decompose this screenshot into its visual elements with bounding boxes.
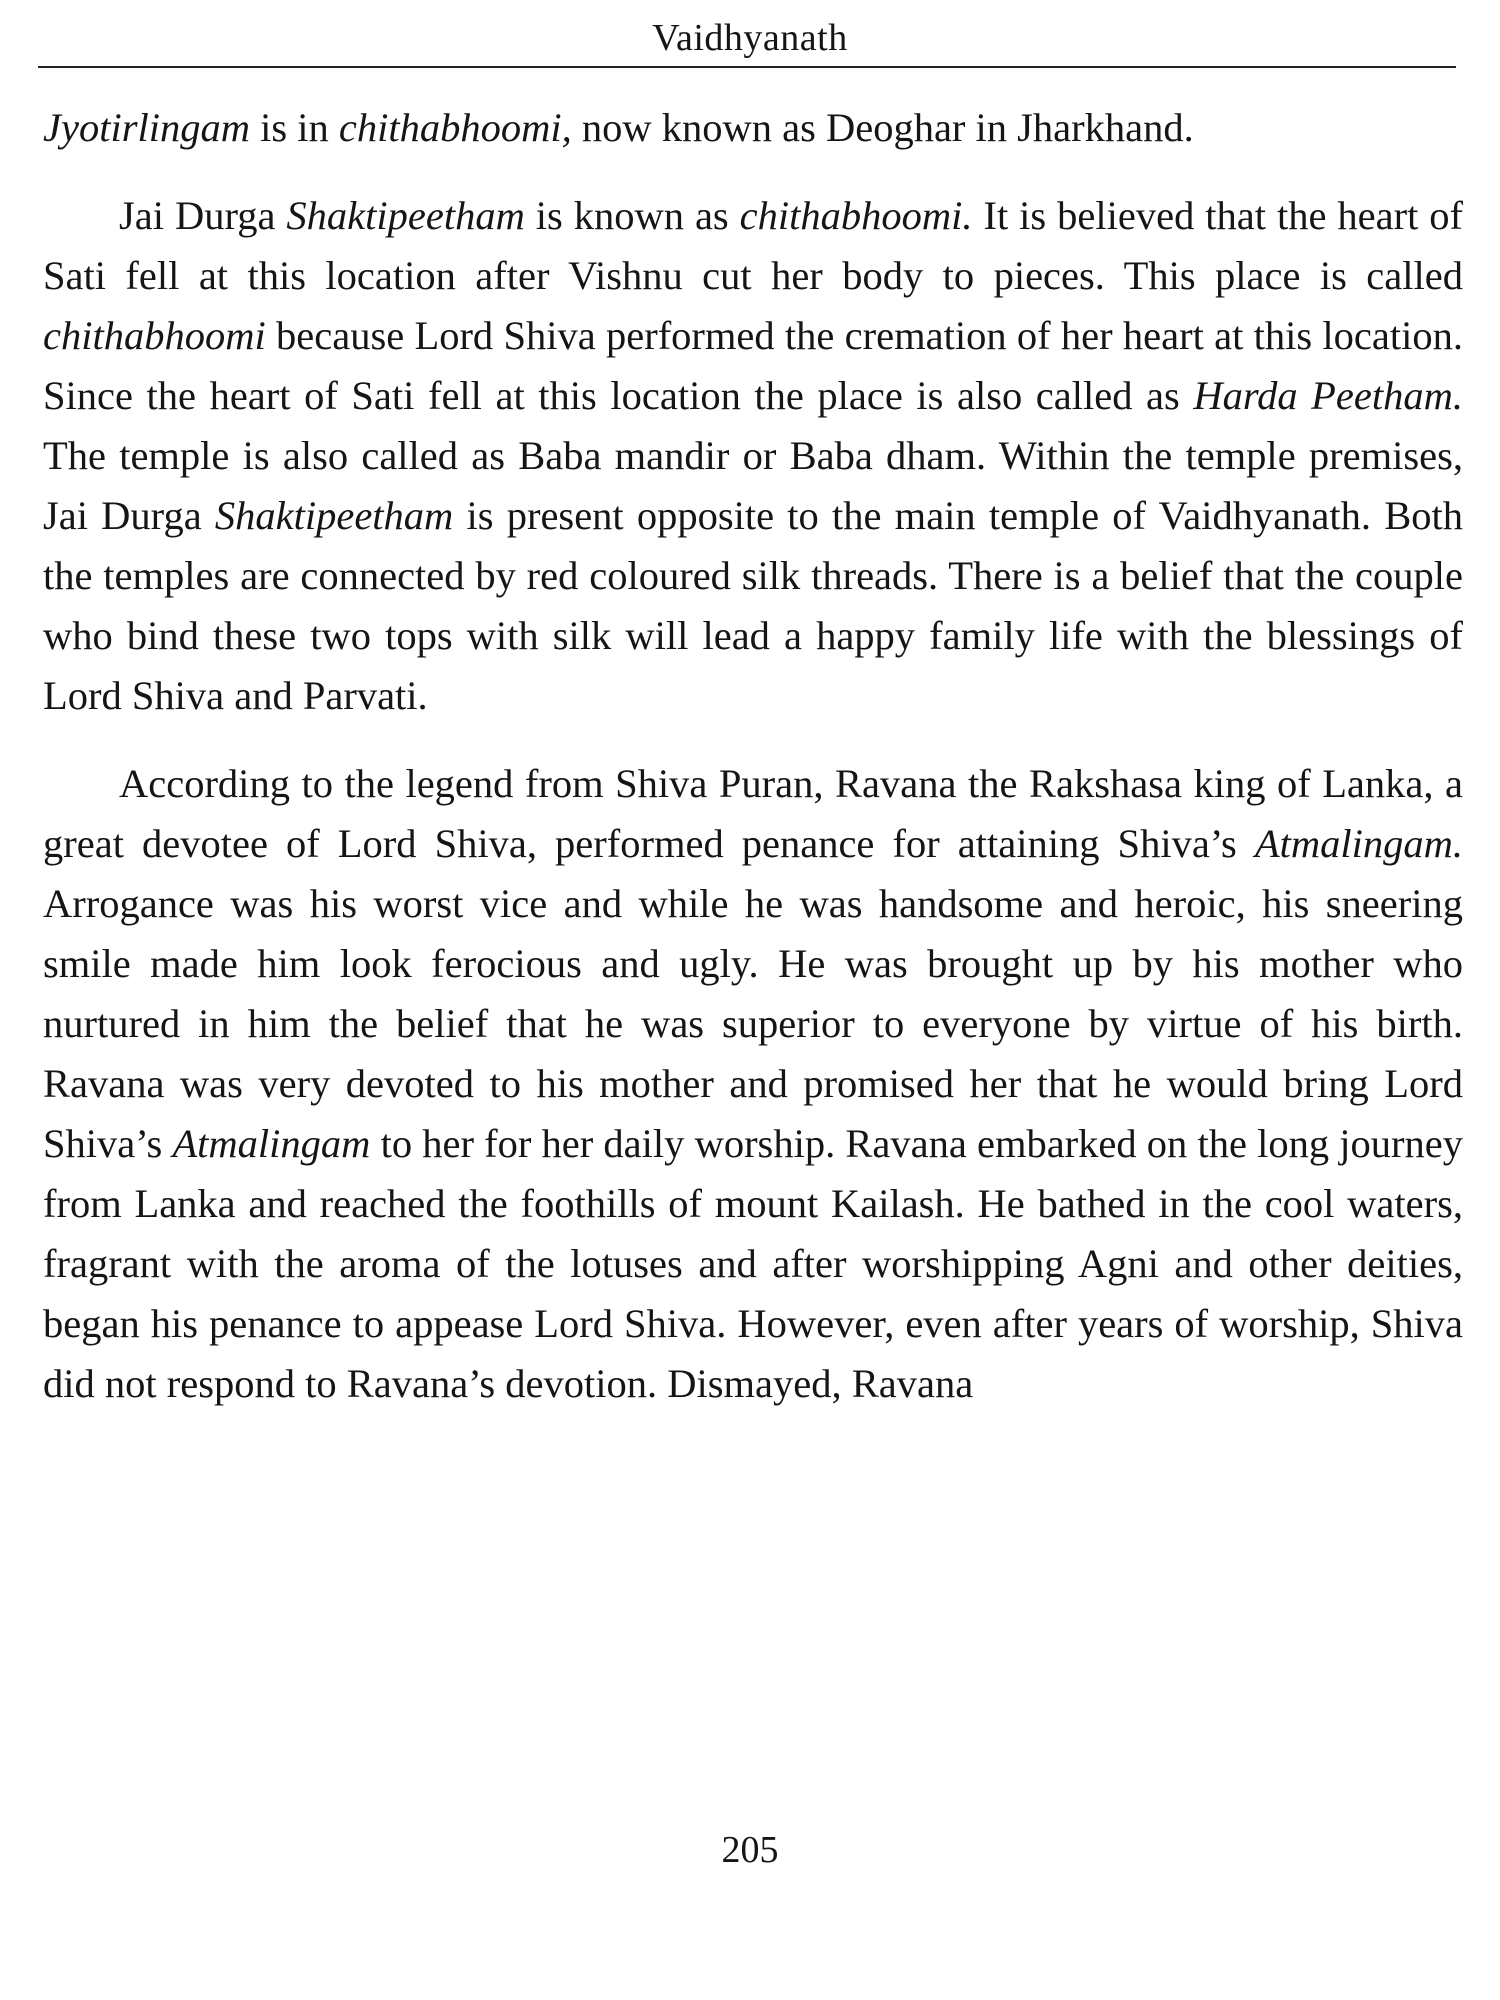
text-run: is in xyxy=(249,105,339,150)
italic-term: chithabhoomi, xyxy=(338,105,572,150)
paragraph xyxy=(43,98,1463,158)
running-header: Vaidhyanath xyxy=(652,17,848,59)
text-run: Arrogance was his worst vice and while he was handsome and heroic, his sneering smile made him look ferocious and ugly. He was brought up by his mother who nurtured in him the belief that he was superior to everyone by virtue of his birth. Ravana was very devoted to his mother and promised her that he would bring Lord Shiva’s xyxy=(43,881,1463,1166)
paragraph xyxy=(43,186,1463,726)
text-run: because Lord Shiva performed the cremation of her heart at this location. Since the heart of Sati fell at this location the place is also called as xyxy=(43,313,1463,418)
text-run: now known as Deoghar in Jharkhand. xyxy=(571,105,1194,150)
paragraph xyxy=(43,754,1463,1414)
italic-term: Harda Peetham. xyxy=(1193,373,1463,418)
header-rule xyxy=(38,66,1456,68)
text-run: It is believed that the heart of Sati fell at this location after Vishnu cut her body to pieces. This place is called xyxy=(43,193,1464,298)
italic-term: chithabhoomi xyxy=(43,313,266,358)
italic-term: chithabhoomi. xyxy=(739,193,973,238)
text-run: to her for her daily worship. Ravana embarked on the long journey from Lanka and reached the foothills of mount Kailash. He bathed in the cool waters, fragrant with the aroma of the lotuses and after worshipping Agni and other deities, began his penance to appease Lord Shiva. However, even after years of worship, Shiva did not respond to Ravana’s devotion. Dismayed, Ravana xyxy=(43,1121,1463,1406)
body-text xyxy=(43,98,1463,1414)
italic-term: Shaktipeetham xyxy=(214,493,454,538)
text-run: is known as xyxy=(524,193,740,238)
text-run: Jai Durga xyxy=(119,193,287,238)
text-run: According to the legend from Shiva Puran, Ravana the Rakshasa king of Lanka, a great devotee of Lord Shiva, performed penance for attaining Shiva’s xyxy=(43,761,1463,866)
italic-term: Atmalingam. xyxy=(1254,821,1463,866)
italic-term: Atmalingam xyxy=(172,1121,371,1166)
text-run: is present opposite to the main temple of Vaidhyanath. Both the temples are connected by red coloured silk threads. There is a belief that the couple who bind these two tops with silk will lead a happy family life with the blessings of Lord Shiva and Parvati. xyxy=(43,493,1464,718)
italic-term: Shaktipeetham xyxy=(286,193,525,238)
page-number: 205 xyxy=(721,1829,779,1871)
italic-term: Jyotirlingam xyxy=(43,105,250,150)
text-run: The temple is also called as Baba mandir or Baba dham. Within the temple premises, Jai Durga xyxy=(43,433,1463,538)
